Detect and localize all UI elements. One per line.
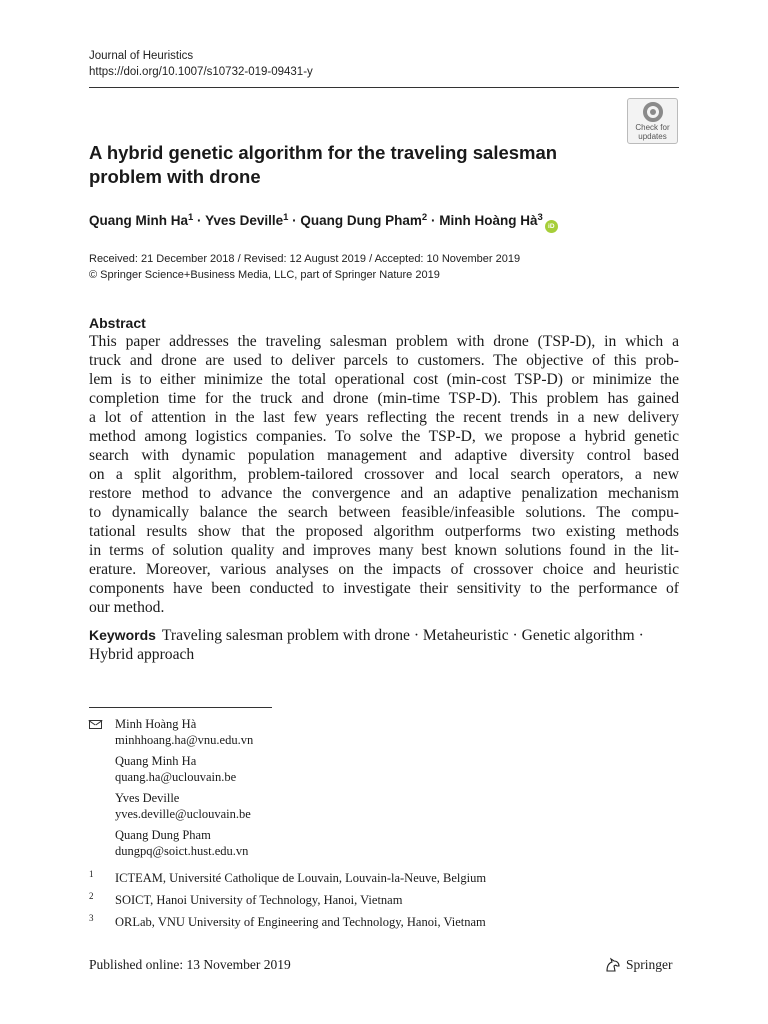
author-separator: · — [193, 213, 206, 228]
contact-name: Yves Deville — [115, 791, 180, 805]
author-separator: · — [288, 213, 301, 228]
affiliation-number: 3 — [89, 913, 94, 923]
abstract-line: lem is to either minimize the total operational cost (min-cost TSP-D) or minimize the — [89, 371, 679, 388]
abstract-line: in terms of solution quality and improves many best known solutions found in the lit- — [89, 542, 679, 559]
keywords-text: Traveling salesman problem with drone · Metaheuristic · Genetic algorithm · Hybrid approach — [89, 627, 644, 663]
keywords-block — [89, 626, 679, 664]
abstract-heading: Abstract — [89, 315, 146, 331]
keywords-label: Keywords — [89, 627, 156, 643]
contact-name: Minh Hoàng Hà — [115, 717, 197, 731]
abstract-line: a lot of attention in the last few years reflecting the recent trends in a new delivery — [89, 409, 679, 426]
orcid-icon[interactable]: iD — [545, 220, 558, 233]
copyright-line: © Springer Science+Business Media, LLC, part of Springer Nature 2019 — [89, 269, 440, 281]
published-online: Published online: 13 November 2019 — [89, 957, 291, 972]
check-for-updates-badge[interactable] — [627, 98, 678, 144]
abstract-line: method among logistics companies. To solve the TSP-D, we propose a hybrid genetic — [89, 428, 679, 445]
journal-name: Journal of Heuristics — [89, 50, 194, 62]
author-name[interactable]: Quang Minh Ha — [89, 213, 188, 228]
footnote-rule — [89, 707, 272, 708]
publisher-logo — [604, 956, 673, 974]
affiliation-text: ICTEAM, Université Catholique de Louvain, Louvain-la-Neuve, Belgium — [115, 871, 487, 885]
affiliation-text: SOICT, Hanoi University of Technology, Hanoi, Vietnam — [115, 893, 403, 907]
affiliation-number: 1 — [89, 869, 94, 879]
contact-name: Quang Dung Pham — [115, 828, 211, 842]
badge-label-line2: updates — [638, 132, 667, 141]
springer-horse-icon — [604, 957, 622, 973]
contact-entry — [89, 827, 253, 859]
abstract-line: truck and drone are used to deliver parcels to customers. The objective of this prob- — [89, 352, 679, 369]
doi-link[interactable]: https://doi.org/10.1007/s10732-019-09431-y — [89, 66, 313, 78]
affiliation-entry — [89, 870, 486, 886]
abstract-line: restore method to advance the convergence and an adaptive penalization mechanism — [89, 485, 679, 502]
author-list — [89, 208, 558, 233]
author-affil-sup: 1 — [283, 212, 289, 223]
article-history — [89, 251, 520, 283]
author-name[interactable]: Quang Dung Pham — [300, 213, 422, 228]
abstract-line: components have been conducted to investigate their sensitivity to the performance of — [89, 580, 679, 597]
contact-email[interactable]: minhhoang.ha@vnu.edu.vn — [115, 733, 254, 747]
affiliation-text: ORLab, VNU University of Engineering and Technology, Hanoi, Vietnam — [115, 915, 486, 929]
contact-entry — [89, 790, 253, 822]
contact-entry — [89, 716, 253, 748]
contact-name: Quang Minh Ha — [115, 754, 197, 768]
author-affil-sup: 2 — [421, 212, 428, 223]
author-affil-sup: 3 — [537, 212, 543, 223]
publisher-name: Springer — [626, 957, 673, 972]
affiliation-list — [89, 870, 486, 936]
contact-email[interactable]: dungpq@soict.hust.edu.vn — [115, 844, 249, 858]
affiliation-number: 2 — [89, 891, 94, 901]
contact-entry — [89, 753, 253, 785]
author-name[interactable]: Minh Hoàng Hà — [439, 213, 538, 228]
author-separator: · — [427, 213, 440, 228]
badge-label-line1: Check for — [635, 123, 670, 132]
check-updates-icon — [643, 102, 663, 122]
paper-title: A hybrid genetic algorithm for the traveling salesman problem with drone — [89, 142, 558, 187]
envelope-icon — [89, 720, 102, 729]
affiliation-entry — [89, 892, 486, 908]
header-rule — [89, 87, 679, 88]
contact-email[interactable]: yves.deville@uclouvain.be — [115, 807, 251, 821]
received-dates: Received: 21 December 2018 / Revised: 12 August 2019 / Accepted: 10 November 2019 — [89, 253, 521, 265]
abstract-body — [89, 332, 679, 617]
abstract-line: tational results show that the proposed algorithm outperforms two existing methods — [89, 523, 679, 540]
abstract-line: to dynamically balance the search between feasible/infeasible solutions. The compu- — [89, 504, 679, 521]
abstract-line: our method. — [89, 599, 165, 616]
contact-email[interactable]: quang.ha@uclouvain.be — [115, 770, 237, 784]
abstract-line: on a split algorithm, problem-tailored crossover and local search operators, a new — [89, 466, 679, 483]
author-name[interactable]: Yves Deville — [205, 213, 284, 228]
affiliation-entry — [89, 914, 486, 930]
author-affil-sup: 1 — [188, 212, 194, 223]
contact-list — [89, 716, 253, 864]
abstract-line: search with dynamic population management and adaptive diversity control based — [89, 447, 679, 464]
abstract-line: completion time for the truck and drone (min-time TSP-D). This problem has gained — [89, 390, 679, 407]
abstract-line: This paper addresses the traveling salesman problem with drone (TSP-D), in which a — [89, 333, 679, 350]
abstract-line: erature. Moreover, various analyses on the impacts of crossover choice and heuristic — [89, 561, 679, 578]
journal-header — [89, 48, 313, 80]
